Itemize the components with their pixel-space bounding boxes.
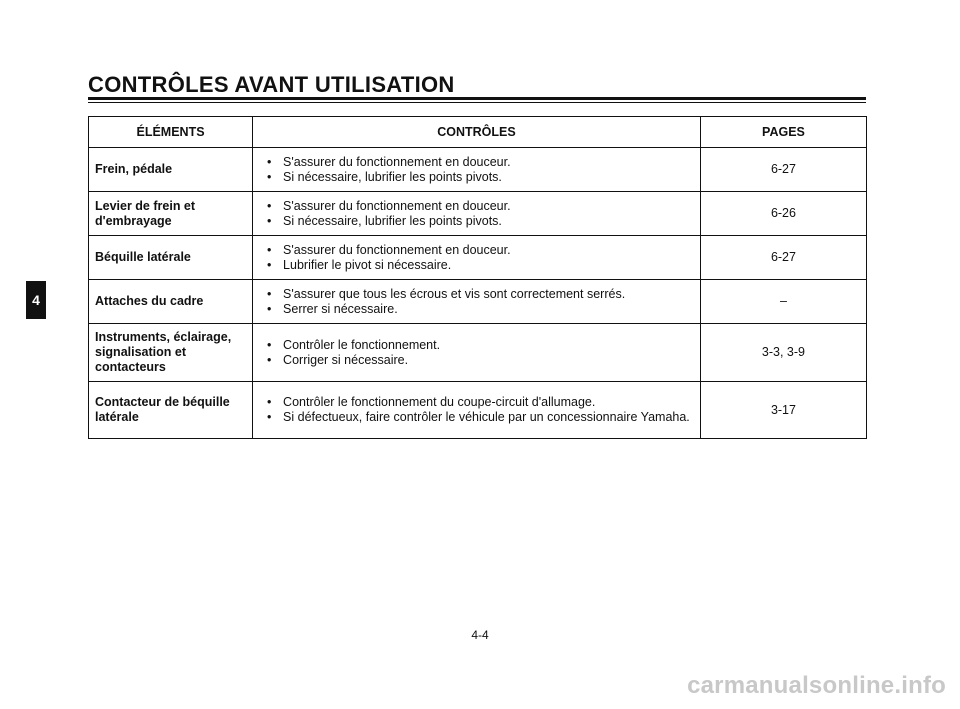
check-list bbox=[259, 243, 694, 273]
check-item: • Si défectueux, faire contrôler le véhicule par un concessionnaire Yamaha. bbox=[283, 410, 694, 425]
pages-cell: – bbox=[700, 280, 866, 324]
item-cell: Instruments, éclairage, signalisation et contacteurs bbox=[89, 324, 253, 382]
page-number: 4-4 bbox=[471, 628, 489, 642]
item-cell: Levier de frein et d'embrayage bbox=[89, 192, 253, 236]
table-row bbox=[89, 192, 867, 236]
check-item: • Contrôler le fonctionnement du coupe-circuit d'allumage. bbox=[283, 395, 694, 410]
table-row bbox=[89, 324, 867, 382]
pre-operation-checks-table bbox=[88, 116, 867, 439]
check-item: • Si nécessaire, lubrifier les points pivots. bbox=[283, 214, 694, 229]
check-item: • Corriger si nécessaire. bbox=[283, 353, 694, 368]
title-rule-thin bbox=[88, 102, 866, 103]
watermark: carmanualsonline.info bbox=[687, 672, 946, 699]
table-row bbox=[89, 236, 867, 280]
check-item: • Lubrifier le pivot si nécessaire. bbox=[283, 258, 694, 273]
checks-cell bbox=[253, 280, 701, 324]
pages-cell: 6-27 bbox=[700, 236, 866, 280]
table-header-row bbox=[89, 117, 867, 148]
check-item: • S'assurer du fonctionnement en douceur. bbox=[283, 199, 694, 214]
chapter-number: 4 bbox=[32, 292, 40, 308]
pages-cell: 3-3, 3-9 bbox=[700, 324, 866, 382]
check-list bbox=[259, 395, 694, 425]
page-title: CONTRÔLES AVANT UTILISATION bbox=[88, 72, 455, 97]
item-cell: Contacteur de béquille latérale bbox=[89, 382, 253, 439]
checks-cell bbox=[253, 382, 701, 439]
pages-cell: 6-26 bbox=[700, 192, 866, 236]
check-item: • S'assurer du fonctionnement en douceur. bbox=[283, 155, 694, 170]
checks-cell bbox=[253, 236, 701, 280]
pages-cell: 6-27 bbox=[700, 148, 866, 192]
check-item: • Si nécessaire, lubrifier les points pivots. bbox=[283, 170, 694, 185]
column-header-pages: PAGES bbox=[700, 117, 866, 148]
pages-cell: 3-17 bbox=[700, 382, 866, 439]
table-row bbox=[89, 382, 867, 439]
column-header-checks: CONTRÔLES bbox=[253, 117, 701, 148]
checks-cell bbox=[253, 148, 701, 192]
check-list bbox=[259, 155, 694, 185]
check-list bbox=[259, 287, 694, 317]
table-row bbox=[89, 280, 867, 324]
check-list bbox=[259, 338, 694, 368]
check-item: • Contrôler le fonctionnement. bbox=[283, 338, 694, 353]
column-header-items: ÉLÉMENTS bbox=[89, 117, 253, 148]
check-item: • Serrer si nécessaire. bbox=[283, 302, 694, 317]
item-cell: Frein, pédale bbox=[89, 148, 253, 192]
item-cell: Béquille latérale bbox=[89, 236, 253, 280]
check-list bbox=[259, 199, 694, 229]
item-cell: Attaches du cadre bbox=[89, 280, 253, 324]
title-rule bbox=[88, 97, 866, 100]
table-row bbox=[89, 148, 867, 192]
check-item: • S'assurer que tous les écrous et vis sont correctement serrés. bbox=[283, 287, 694, 302]
chapter-tab bbox=[26, 281, 46, 319]
checks-cell bbox=[253, 324, 701, 382]
checks-cell bbox=[253, 192, 701, 236]
check-item: • S'assurer du fonctionnement en douceur. bbox=[283, 243, 694, 258]
